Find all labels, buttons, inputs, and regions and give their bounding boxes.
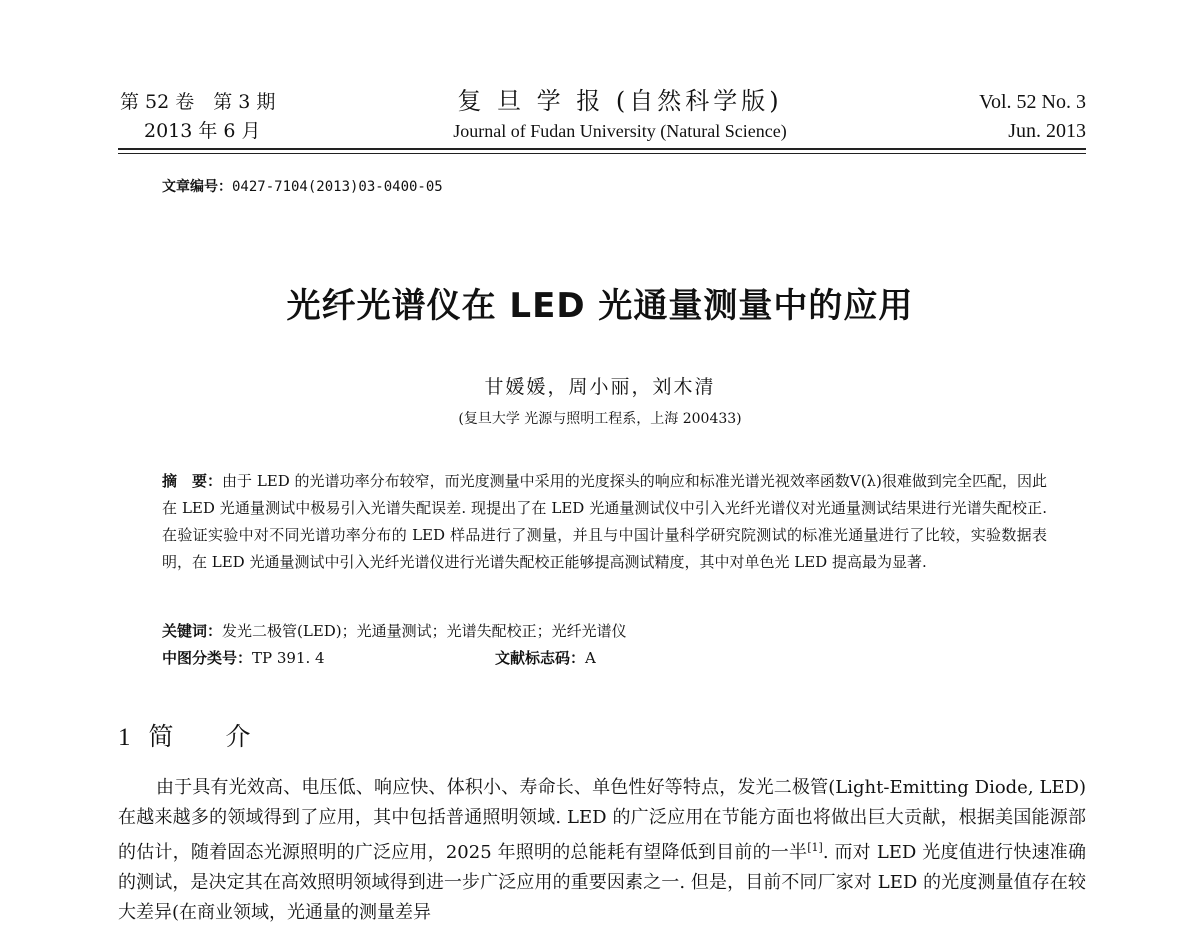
document-code [495,645,596,672]
body-paragraph [118,773,1086,928]
publication-date-en: Jun. 2013 [1008,120,1086,142]
header-right [979,88,1086,146]
publication-date-cn: 2013 年 6 月 [144,120,261,142]
article-number-value: 0427-7104(2013)03-0400-05 [232,179,443,195]
section-title: 简 介 [148,722,273,751]
body-text-part-1: 由于具有光效高、电压低、响应快、体积小、寿命长、单色性好等特点，发光二极管(Light-Emitting Diode, LED)在越来越多的领域得到了应用，其中包括普通照明领域. LED 的广泛应用在节能方面也将做出巨大贡献，根据美国能源部的估计，随着固态光源照明的广泛应用，2025 年照明的总能耗有望降低到目前的一半 [118,777,1086,863]
paper-title: 光纤光谱仪在 LED 光通量测量中的应用 [286,286,914,326]
clc-label: 中图分类号： [162,649,253,667]
abstract-text: 由于 LED 的光谱功率分布较窄，而光度测量中采用的光度探头的响应和标准光谱光视效率函数V(λ)很难做到完全匹配，因此在 LED 光通量测试中极易引入光谱失配误差. 现提出了在 LED 光通量测试仪中引入光纤光谱仪对光通量测试结果进行光谱失配校正. 在验证实验中对不同光谱功率分布的 LED 样品进行了测量，并且与中国计量科学研究院测试的标准光通量进行了比较，实验数据表明，在 LED 光通量测试中引入光纤光谱仪进行光谱失配校正能够提高测试精度，其中对单色光 LED 提高最为显著. [162,472,1047,571]
keywords-label: 关键词： [162,622,223,640]
doc-code-label: 文献标志码： [495,649,586,667]
section-number: 1 [118,724,131,751]
journal-name-cn: 复 旦 学 报 (自然科学版) [457,87,783,115]
article-number [162,176,443,196]
section-heading [118,717,272,753]
body-text [118,773,1086,928]
journal-header [360,84,880,144]
clc-number [162,645,325,672]
authors: 甘媛媛，周小丽，刘木清 [484,376,716,398]
header-rule-thin [118,153,1086,154]
clc-value: TP 391. 4 [252,649,325,667]
abstract [162,468,1047,576]
keywords-value: 发光二极管(LED)；光通量测试；光谱失配校正；光纤光谱仪 [222,622,627,640]
affiliation: (复旦大学 光源与照明工程系，上海 200433) [458,411,742,427]
volume-number-en: Vol. 52 No. 3 [979,91,1086,113]
body-text-part-2: . 而对 LED 光度值进行快速准确的测试，是决定其在高效照明领域得到进一步广泛应用的重要因素之一. 但是，目前不同厂家对 LED 的光度测量值存在较大差异(在商业领域，光通量的测量差异 [118,842,1086,923]
journal-name-en: Journal of Fudan University (Natural Science) [453,121,787,141]
keywords [162,618,627,645]
abstract-label: 摘 要： [162,472,223,490]
article-number-label: 文章编号： [162,179,232,195]
header-rule-thick [118,148,1086,150]
volume-issue: 第 52 卷 第 3 期 [120,91,276,113]
header-left [120,88,275,146]
doc-code-value: A [585,649,596,667]
citation-ref-1[interactable]: [1] [807,841,823,854]
